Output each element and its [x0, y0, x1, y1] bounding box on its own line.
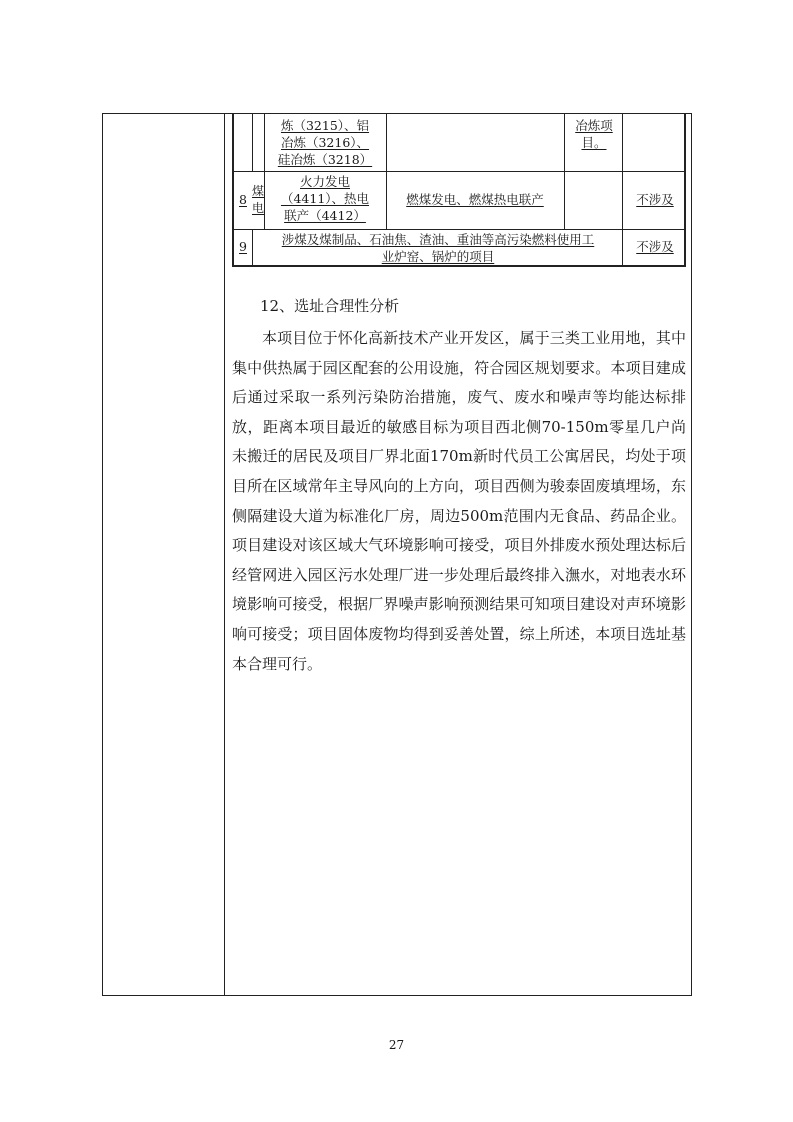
- site-analysis-paragraph: 本项目位于怀化高新技术产业开发区，属于三类工业用地，其中集中供热属于园区配套的公用设施，符合园区规划要求。本项目建成后通过采取一系列污染防治措施，废气、废水和噪声等均能达标排放，距离本项目最近的敏感目标为项目西北侧70-150m零星几户尚未搬迁的居民及项目厂界北面170m新时代员工公寓居民，均处于项目所在区域常年主导风向的上方向，项目西侧为骏泰固废填埋场，东侧隔建设大道为标准化厂房，周边500m范围内无食品、药品企业。项目建设对该区域大气环境影响可接受，项目外排废水预处理达标后经管网进入园区污水处理厂进一步处理后最终排入潕水，对地表水环境影响可接受，根据厂界噪声影响预测结果可知项目建设对声环境影响可接受；项目固体废物均得到妥善处置，综上所述，本项目选址基本合理可行。: [232, 329, 686, 673]
- row8-number: 8: [239, 192, 247, 207]
- col-line: [252, 229, 253, 265]
- row9-status: 不涉及: [636, 239, 674, 254]
- industry-table: [232, 113, 686, 267]
- row-line: [234, 171, 686, 172]
- row9-description: 涉煤及煤制品、石油焦、渣油、重油等高污染燃料使用工 业炉窑、锅炉的项目: [281, 232, 595, 264]
- row8-status: 不涉及: [636, 192, 674, 207]
- row8-industry-cell: 火力发电 （4411）、热电 联产（4412）: [280, 174, 370, 223]
- row8-category: 煤 电: [252, 184, 265, 215]
- col-line: [622, 113, 623, 265]
- col-line: [252, 113, 253, 171]
- row-line: [234, 229, 686, 230]
- cont-requirement-cell: 冶炼项 目。: [575, 118, 613, 150]
- row8-description: 燃煤发电、燃煤热电联产: [406, 192, 544, 207]
- page-number: 27: [388, 1038, 405, 1052]
- outer-table-divider: [224, 113, 225, 996]
- cont-industry-cell: 炼（3215）、铝 冶炼（3216）、 硅冶炼（3218）: [277, 118, 373, 167]
- section-heading: 12、选址合理性分析: [260, 297, 400, 315]
- row9-number: 9: [239, 239, 247, 254]
